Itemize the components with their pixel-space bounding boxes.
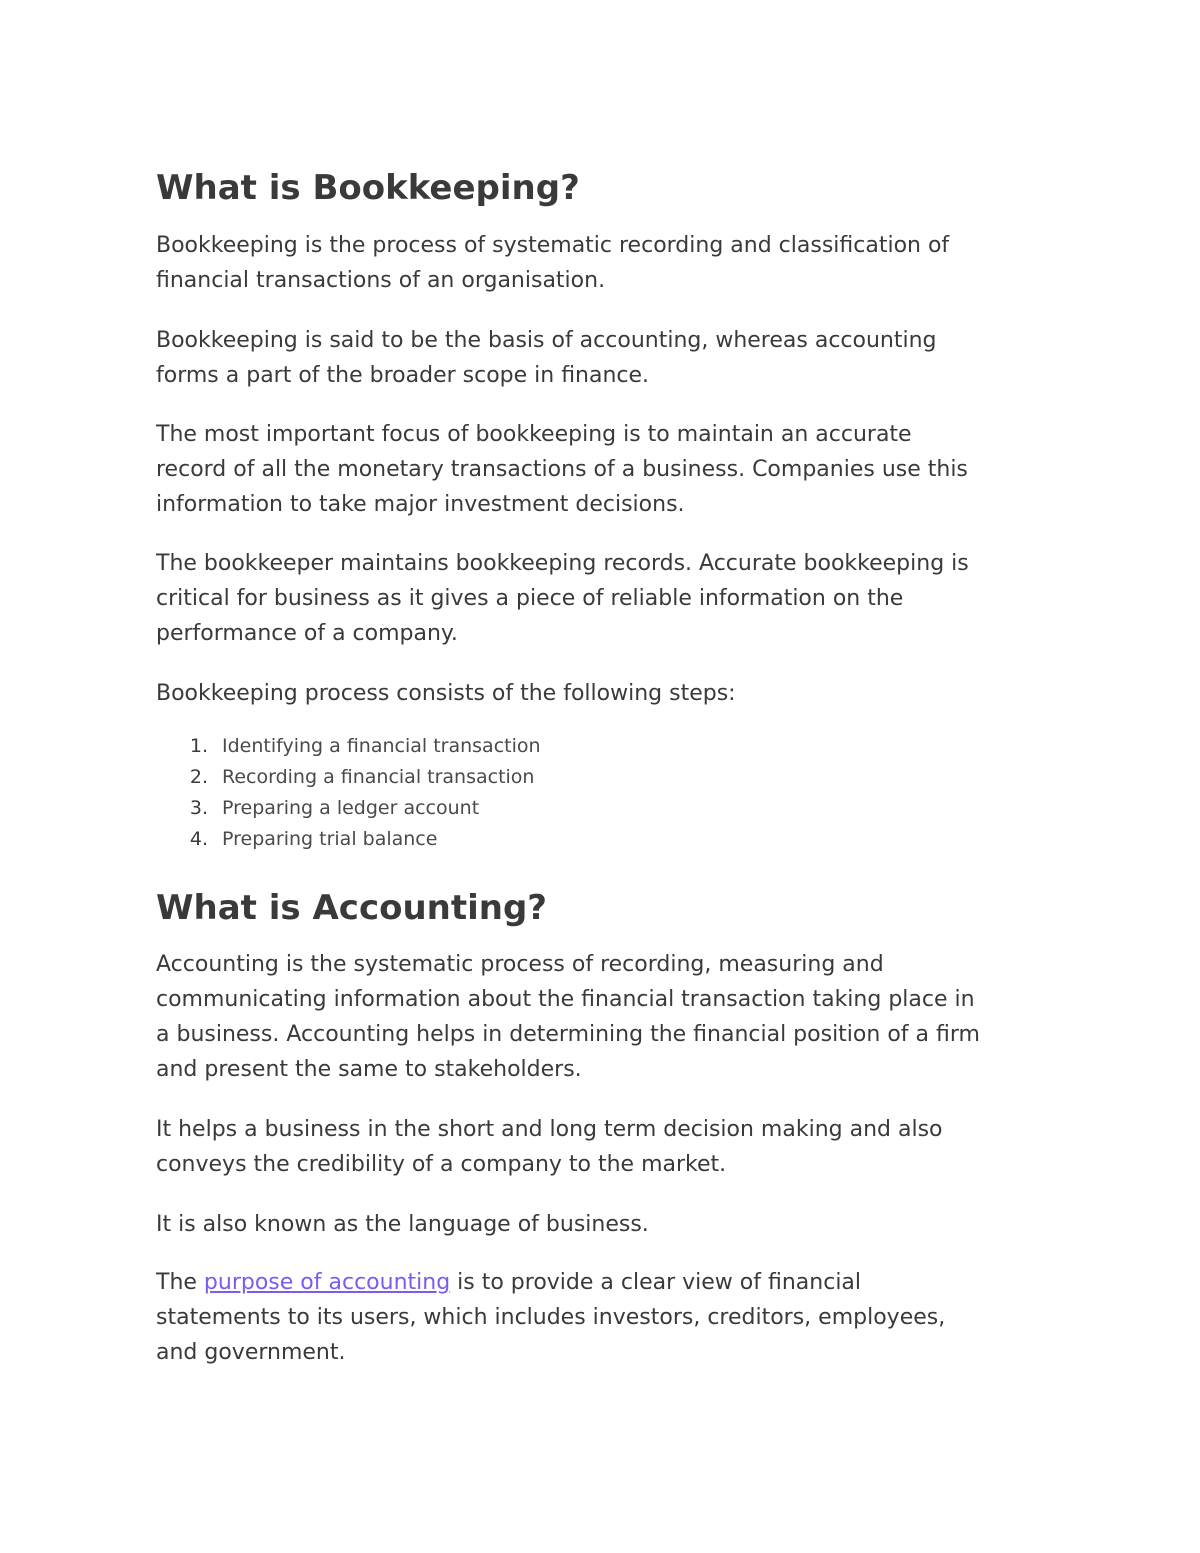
paragraph-accounting-helps [156,1112,1046,1182]
list-number: 4. [189,828,208,850]
text-line: a business. Accounting helps in determining the financial position of a firm [156,1022,980,1047]
text-line: Bookkeeping process consists of the following steps: [156,681,736,706]
text-line: It is also known as the language of business. [156,1212,649,1237]
text-line: The bookkeeper maintains bookkeeping records. Accurate bookkeeping is [156,551,969,576]
list-number: 1. [189,735,208,757]
paragraph-bookkeeping-definition [156,228,1046,298]
list-item [138,824,541,855]
list-item-text: Recording a financial transaction [222,766,535,788]
text-line: information to take major investment decisions. [156,492,685,517]
list-item-text: Preparing trial balance [222,828,438,850]
text-line: It helps a business in the short and long term decision making and also [156,1117,943,1142]
text-line: forms a part of the broader scope in finance. [156,363,650,388]
paragraph-bookkeeping-basis [156,323,1046,393]
paragraph-bookkeeper [156,546,1046,651]
text-prefix: The [156,1270,204,1295]
list-item [138,793,541,824]
list-item [138,731,541,762]
heading-accounting: What is Accounting? [156,888,548,928]
paragraph-purpose [156,1265,1046,1370]
text-line: record of all the monetary transactions of a business. Companies use this [156,457,968,482]
paragraph-language-of-business [156,1207,1046,1242]
text-line: The most important focus of bookkeeping is to maintain an accurate [156,422,912,447]
text-line: Bookkeeping is said to be the basis of accounting, whereas accounting [156,328,937,353]
list-number: 3. [189,797,208,819]
paragraph-bookkeeping-focus [156,417,1046,522]
text-line: and present the same to stakeholders. [156,1057,582,1082]
text-line: Accounting is the systematic process of recording, measuring and [156,952,884,977]
text-line: conveys the credibility of a company to the market. [156,1152,727,1177]
text-suffix: is to provide a clear view of financial [450,1270,862,1295]
purpose-of-accounting-link[interactable]: purpose of accounting [203,1270,451,1295]
list-number: 2. [189,766,208,788]
paragraph-accounting-definition [156,947,1046,1087]
text-line: communicating information about the financial transaction taking place in [156,987,975,1012]
text-line: performance of a company. [156,621,458,646]
list-item-text: Identifying a financial transaction [222,735,541,757]
paragraph-process-intro [156,676,1046,711]
heading-bookkeeping: What is Bookkeeping? [156,168,580,208]
bookkeeping-steps-list [138,731,541,855]
text-line: Bookkeeping is the process of systematic recording and classification of [156,233,950,258]
text-line [156,1265,1046,1300]
list-item [138,762,541,793]
text-line: and government. [156,1340,346,1365]
text-line: statements to its users, which includes investors, creditors, employees, [156,1305,946,1330]
text-line: critical for business as it gives a piece of reliable information on the [156,586,904,611]
list-item-text: Preparing a ledger account [222,797,480,819]
text-line: financial transactions of an organisation. [156,268,606,293]
